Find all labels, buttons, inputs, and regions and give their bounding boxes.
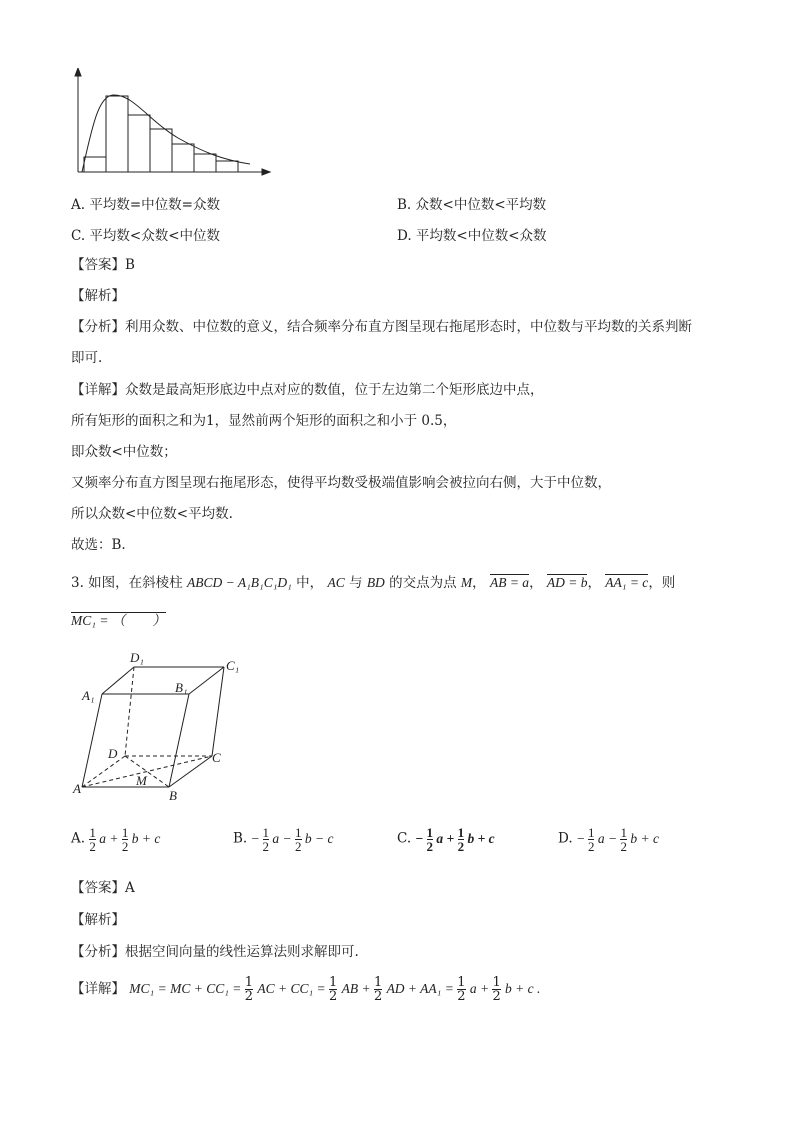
hist-bar-1 bbox=[84, 157, 106, 172]
q2-option-b: B. 众数<中位数<平均数 bbox=[397, 197, 547, 213]
q3-vec-aa1: AA₁ = c bbox=[605, 575, 649, 590]
frac-num: 1 bbox=[457, 825, 465, 840]
q3-detail-formula-6: b + c . bbox=[505, 981, 541, 996]
y-axis-arrow bbox=[75, 68, 81, 76]
q3-detail-label: 【详解】 bbox=[71, 981, 125, 997]
frac-num: 1 bbox=[457, 975, 466, 990]
q3-detail-frac4 bbox=[457, 976, 465, 1003]
q3-stem: 3. 如图，在斜棱柱 ABCD − A₁B₁C₁D₁ 中， AC 与 BD 的交点为点 M， AB = a， AD = b， AA₁ = c，则 bbox=[71, 575, 676, 591]
edge-a1-a bbox=[82, 694, 102, 787]
frac-num: 1 bbox=[426, 825, 434, 840]
q3-detail-frac1 bbox=[245, 976, 253, 1003]
label-a: A bbox=[73, 781, 81, 796]
q3-option-d-mid2: b + bbox=[630, 830, 650, 846]
frac-den: 2 bbox=[244, 989, 254, 1004]
hist-bar-5 bbox=[172, 144, 194, 172]
q3-option-b-label: B. bbox=[233, 830, 248, 847]
histogram-figure bbox=[68, 68, 273, 180]
q3-question bbox=[71, 612, 166, 630]
frac-den: 2 bbox=[457, 989, 466, 1004]
q3-stem-start: 3. 如图，在斜棱柱 bbox=[71, 575, 183, 591]
q2-option-d: D. 平均数<中位数<众数 bbox=[397, 228, 547, 244]
q3-option-c-sign: − bbox=[415, 830, 424, 846]
q2-option-a: A. 平均数=中位数=众数 bbox=[71, 197, 220, 213]
frac-num: 1 bbox=[373, 975, 383, 990]
q2-fenxi: 【分析】利用众数、中位数的意义，结合频率分布直方图呈现右拖尾形态时，中位数与平均数的关系判断 bbox=[71, 319, 692, 335]
q3-fenxi: 【分析】根据空间向量的线性运算法则求解即可. bbox=[71, 944, 359, 960]
q3-option-b-mid: a − bbox=[272, 830, 292, 846]
label-b: B bbox=[169, 788, 177, 803]
frac-den: 2 bbox=[262, 839, 270, 854]
prism-figure bbox=[72, 648, 252, 808]
density-curve bbox=[82, 95, 250, 172]
q3-option-d-sign: − bbox=[576, 830, 585, 846]
q3-option-a-frac2 bbox=[122, 826, 129, 853]
q3-analysis-heading: 【解析】 bbox=[71, 912, 125, 928]
q3-ac: AC bbox=[327, 575, 345, 590]
q2-answer: 【答案】B bbox=[71, 257, 135, 273]
q3-detail-formula-4: AD + AA₁ = bbox=[386, 981, 458, 996]
frac-den: 2 bbox=[426, 839, 434, 854]
frac-num: 1 bbox=[492, 975, 501, 990]
edge-c1-b1 bbox=[189, 667, 224, 694]
label-a1: A₁ bbox=[82, 688, 95, 703]
q3-detail-formula-3: AB + bbox=[341, 981, 374, 996]
q3-option-a-mid2: b + bbox=[131, 830, 151, 846]
frac-den: 2 bbox=[373, 989, 383, 1004]
hist-bar-7 bbox=[216, 161, 238, 172]
q3-detail-formula-2: AC + CC₁ = bbox=[257, 981, 330, 996]
q3-detail-formula-5: a + bbox=[469, 981, 493, 996]
q2-detail-4: 又频率分布直方图呈现右拖尾形态，使得平均数受极端值影响会被拉向右侧，大于中位数， bbox=[71, 475, 611, 491]
q3-option-b bbox=[233, 826, 334, 853]
q3-option-a-end: c bbox=[154, 830, 161, 846]
q3-m: M bbox=[460, 575, 473, 590]
label-d1: D₁ bbox=[130, 650, 144, 665]
frac-num: 1 bbox=[620, 825, 627, 840]
q3-stem-mid3: 的交点为点 bbox=[389, 575, 457, 591]
q3-option-c-end: c bbox=[488, 830, 495, 846]
q3-option-d-frac2 bbox=[620, 826, 627, 853]
frac-num: 1 bbox=[329, 975, 338, 990]
frac-num: 1 bbox=[244, 975, 254, 990]
q3-bd: BD bbox=[366, 575, 385, 590]
q3-option-d-frac1 bbox=[588, 826, 595, 853]
q2-detail-3: 即众数<中位数； bbox=[71, 444, 177, 460]
q3-detail bbox=[71, 976, 540, 1003]
q3-vec-ad: AD = b bbox=[546, 575, 588, 590]
q3-option-b-frac1 bbox=[263, 826, 270, 853]
label-c1: C₁ bbox=[226, 658, 240, 673]
frac-den: 2 bbox=[457, 839, 465, 854]
q3-option-a-frac1 bbox=[89, 826, 96, 853]
q3-detail-frac2 bbox=[329, 976, 337, 1003]
q3-mc1: MC₁ = （ ） bbox=[71, 613, 166, 628]
q3-option-b-sign: − bbox=[251, 830, 260, 846]
q3-option-d bbox=[558, 826, 659, 853]
q2-option-c: C. 平均数<众数<中位数 bbox=[71, 228, 221, 244]
hist-bar-4 bbox=[150, 129, 172, 172]
q3-option-a bbox=[71, 826, 160, 853]
hist-bar-3 bbox=[128, 115, 150, 172]
x-axis-arrow bbox=[262, 169, 270, 175]
q2-detail-1: 【详解】众数是最高矩形底边中点对应的数值，位于左边第二个矩形底边中点， bbox=[71, 382, 544, 398]
label-d: D bbox=[108, 746, 118, 761]
hist-bar-2 bbox=[106, 96, 128, 172]
frac-den: 2 bbox=[620, 839, 627, 854]
q3-vec-ab: AB = a bbox=[489, 575, 530, 590]
frac-num: 1 bbox=[295, 825, 302, 840]
q3-stem-mid1: 中， bbox=[296, 575, 324, 591]
q3-option-b-end: c bbox=[327, 830, 334, 846]
label-m: M bbox=[136, 773, 147, 788]
frac-num: 1 bbox=[89, 825, 96, 840]
q3-answer: 【答案】A bbox=[71, 880, 135, 896]
q3-option-c-frac2 bbox=[458, 826, 465, 853]
q3-detail-formula-1: MC₁ = MC + CC₁ = bbox=[129, 981, 245, 996]
q2-analysis-heading: 【解析】 bbox=[71, 288, 125, 304]
q3-detail-frac3 bbox=[374, 976, 382, 1003]
q2-detail-6: 故选：B. bbox=[71, 537, 126, 553]
q2-detail-2: 所有矩形的面积之和为1，显然前两个矩形的面积之和小于 0.5， bbox=[71, 413, 457, 429]
q3-option-d-end: c bbox=[652, 830, 659, 846]
frac-num: 1 bbox=[587, 825, 595, 840]
frac-den: 2 bbox=[121, 839, 129, 854]
q3-option-b-frac2 bbox=[295, 826, 302, 853]
edge-b1-b bbox=[169, 694, 189, 787]
q3-option-c bbox=[397, 826, 495, 853]
q3-option-d-mid: a − bbox=[597, 830, 618, 846]
edge-a1-d1 bbox=[102, 667, 134, 694]
q3-option-c-label: C. bbox=[397, 830, 412, 847]
q2-detail-5: 所以众数<中位数<平均数. bbox=[71, 506, 233, 522]
frac-num: 1 bbox=[121, 825, 129, 840]
frac-den: 2 bbox=[587, 839, 595, 854]
hist-bar-6 bbox=[194, 154, 216, 172]
frac-den: 2 bbox=[329, 989, 338, 1004]
q3-option-a-mid: a + bbox=[99, 830, 119, 846]
q3-prism: ABCD − A₁B₁C₁D₁ bbox=[186, 575, 292, 590]
label-c: C bbox=[212, 750, 221, 765]
q3-option-d-label: D. bbox=[558, 830, 573, 847]
edge-c1-c bbox=[212, 667, 224, 756]
edge-b-c bbox=[169, 756, 212, 787]
frac-den: 2 bbox=[492, 989, 501, 1004]
q3-option-c-mid: a + bbox=[436, 830, 455, 846]
q3-option-c-mid2: b + bbox=[467, 830, 486, 846]
q3-stem-end: ，则 bbox=[648, 575, 676, 591]
frac-den: 2 bbox=[89, 839, 96, 854]
edge-d1-d bbox=[125, 667, 134, 756]
q3-detail-frac5 bbox=[492, 976, 500, 1003]
frac-den: 2 bbox=[295, 839, 302, 854]
q3-stem-mid2: 与 bbox=[349, 575, 363, 591]
label-b1: B₁ bbox=[175, 680, 188, 695]
q3-option-b-mid2: b − bbox=[304, 830, 325, 846]
diag-a-c bbox=[82, 756, 212, 787]
frac-num: 1 bbox=[262, 825, 270, 840]
q3-option-a-label: A. bbox=[71, 830, 86, 847]
q2-fenxi-cont: 即可. bbox=[71, 350, 103, 366]
q3-option-c-frac1 bbox=[427, 826, 434, 853]
